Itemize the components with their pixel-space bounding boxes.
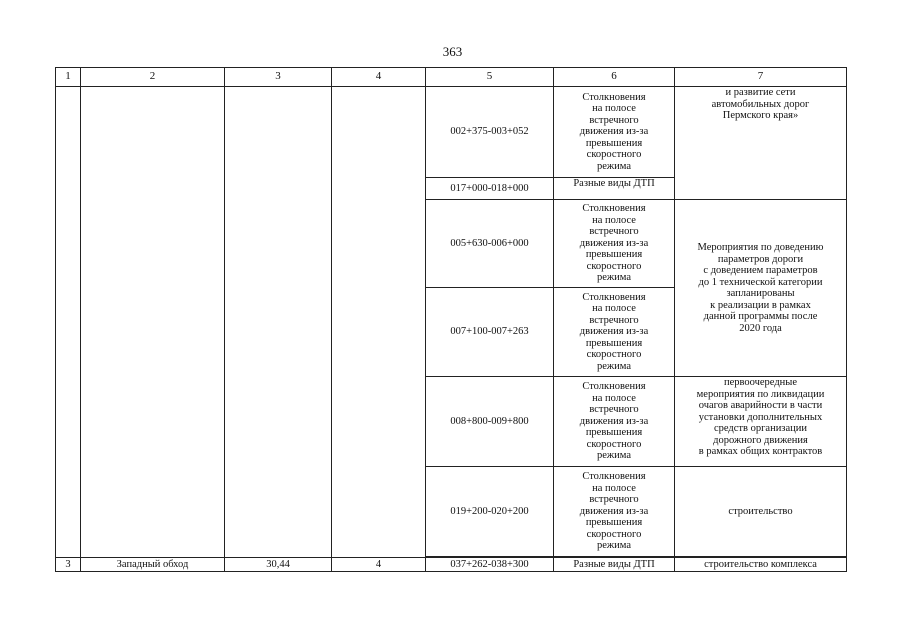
column-header: 5 <box>426 68 554 87</box>
cell-km-range: 017+000-018+000 <box>426 178 554 200</box>
cell-road-name: Западный обход <box>81 558 225 572</box>
cell-measures: первоочередные мероприятия по ликвидации очагов аварийности в части установки дополнительных средств организации дорожного движения в рамках общих контрактов <box>675 377 847 467</box>
cell-measures: Мероприятия по доведению параметров дороги с доведением параметров до 1 технической категории запланированы к реализации в рамках данной программы после 2020 года <box>675 200 847 377</box>
table-row <box>56 558 847 572</box>
cell-km-range: 002+375-003+052 <box>426 87 554 178</box>
cell-measures: строительство комплекса <box>675 558 847 572</box>
accident-sites-table <box>55 67 847 572</box>
cell-measures: и развитие сети автомобильных дорог Пермского края» <box>675 87 847 200</box>
cell-empty <box>56 87 81 558</box>
cell-number: 3 <box>56 558 81 572</box>
column-header: 7 <box>675 68 847 87</box>
cell-km-range: 007+100-007+263 <box>426 288 554 377</box>
column-header: 2 <box>81 68 225 87</box>
cell-accident-type: Столкновения на полосе встречного движения из-за превышения скоростного режима <box>554 200 675 288</box>
column-header: 3 <box>225 68 332 87</box>
cell-measures: строительство <box>675 467 847 557</box>
cell-empty <box>332 87 426 558</box>
cell-empty <box>81 87 225 558</box>
cell-empty <box>225 87 332 558</box>
cell-accident-type: Столкновения на полосе встречного движения из-за превышения скоростного режима <box>554 288 675 377</box>
cell-km-range: 008+800-009+800 <box>426 377 554 467</box>
column-header: 1 <box>56 68 81 87</box>
cell-km-range: 005+630-006+000 <box>426 200 554 288</box>
column-header: 4 <box>332 68 426 87</box>
page-number: 363 <box>442 44 463 59</box>
table-row <box>56 87 847 178</box>
column-header: 6 <box>554 68 675 87</box>
header-row <box>56 68 847 87</box>
cell-km-range: 037+262-038+300 <box>426 558 554 572</box>
cell-accident-type: Разные виды ДТП <box>554 178 675 200</box>
cell-accident-type: Разные виды ДТП <box>554 558 675 572</box>
cell-accident-type: Столкновения на полосе встречного движения из-за превышения скоростного режима <box>554 377 675 467</box>
cell-length: 30,44 <box>225 558 332 572</box>
cell-km-range: 019+200-020+200 <box>426 467 554 557</box>
cell-accident-type: Столкновения на полосе встречного движения из-за превышения скоростного режима <box>554 87 675 178</box>
cell-count: 4 <box>332 558 426 572</box>
cell-accident-type: Столкновения на полосе встречного движения из-за превышения скоростного режима <box>554 467 675 557</box>
